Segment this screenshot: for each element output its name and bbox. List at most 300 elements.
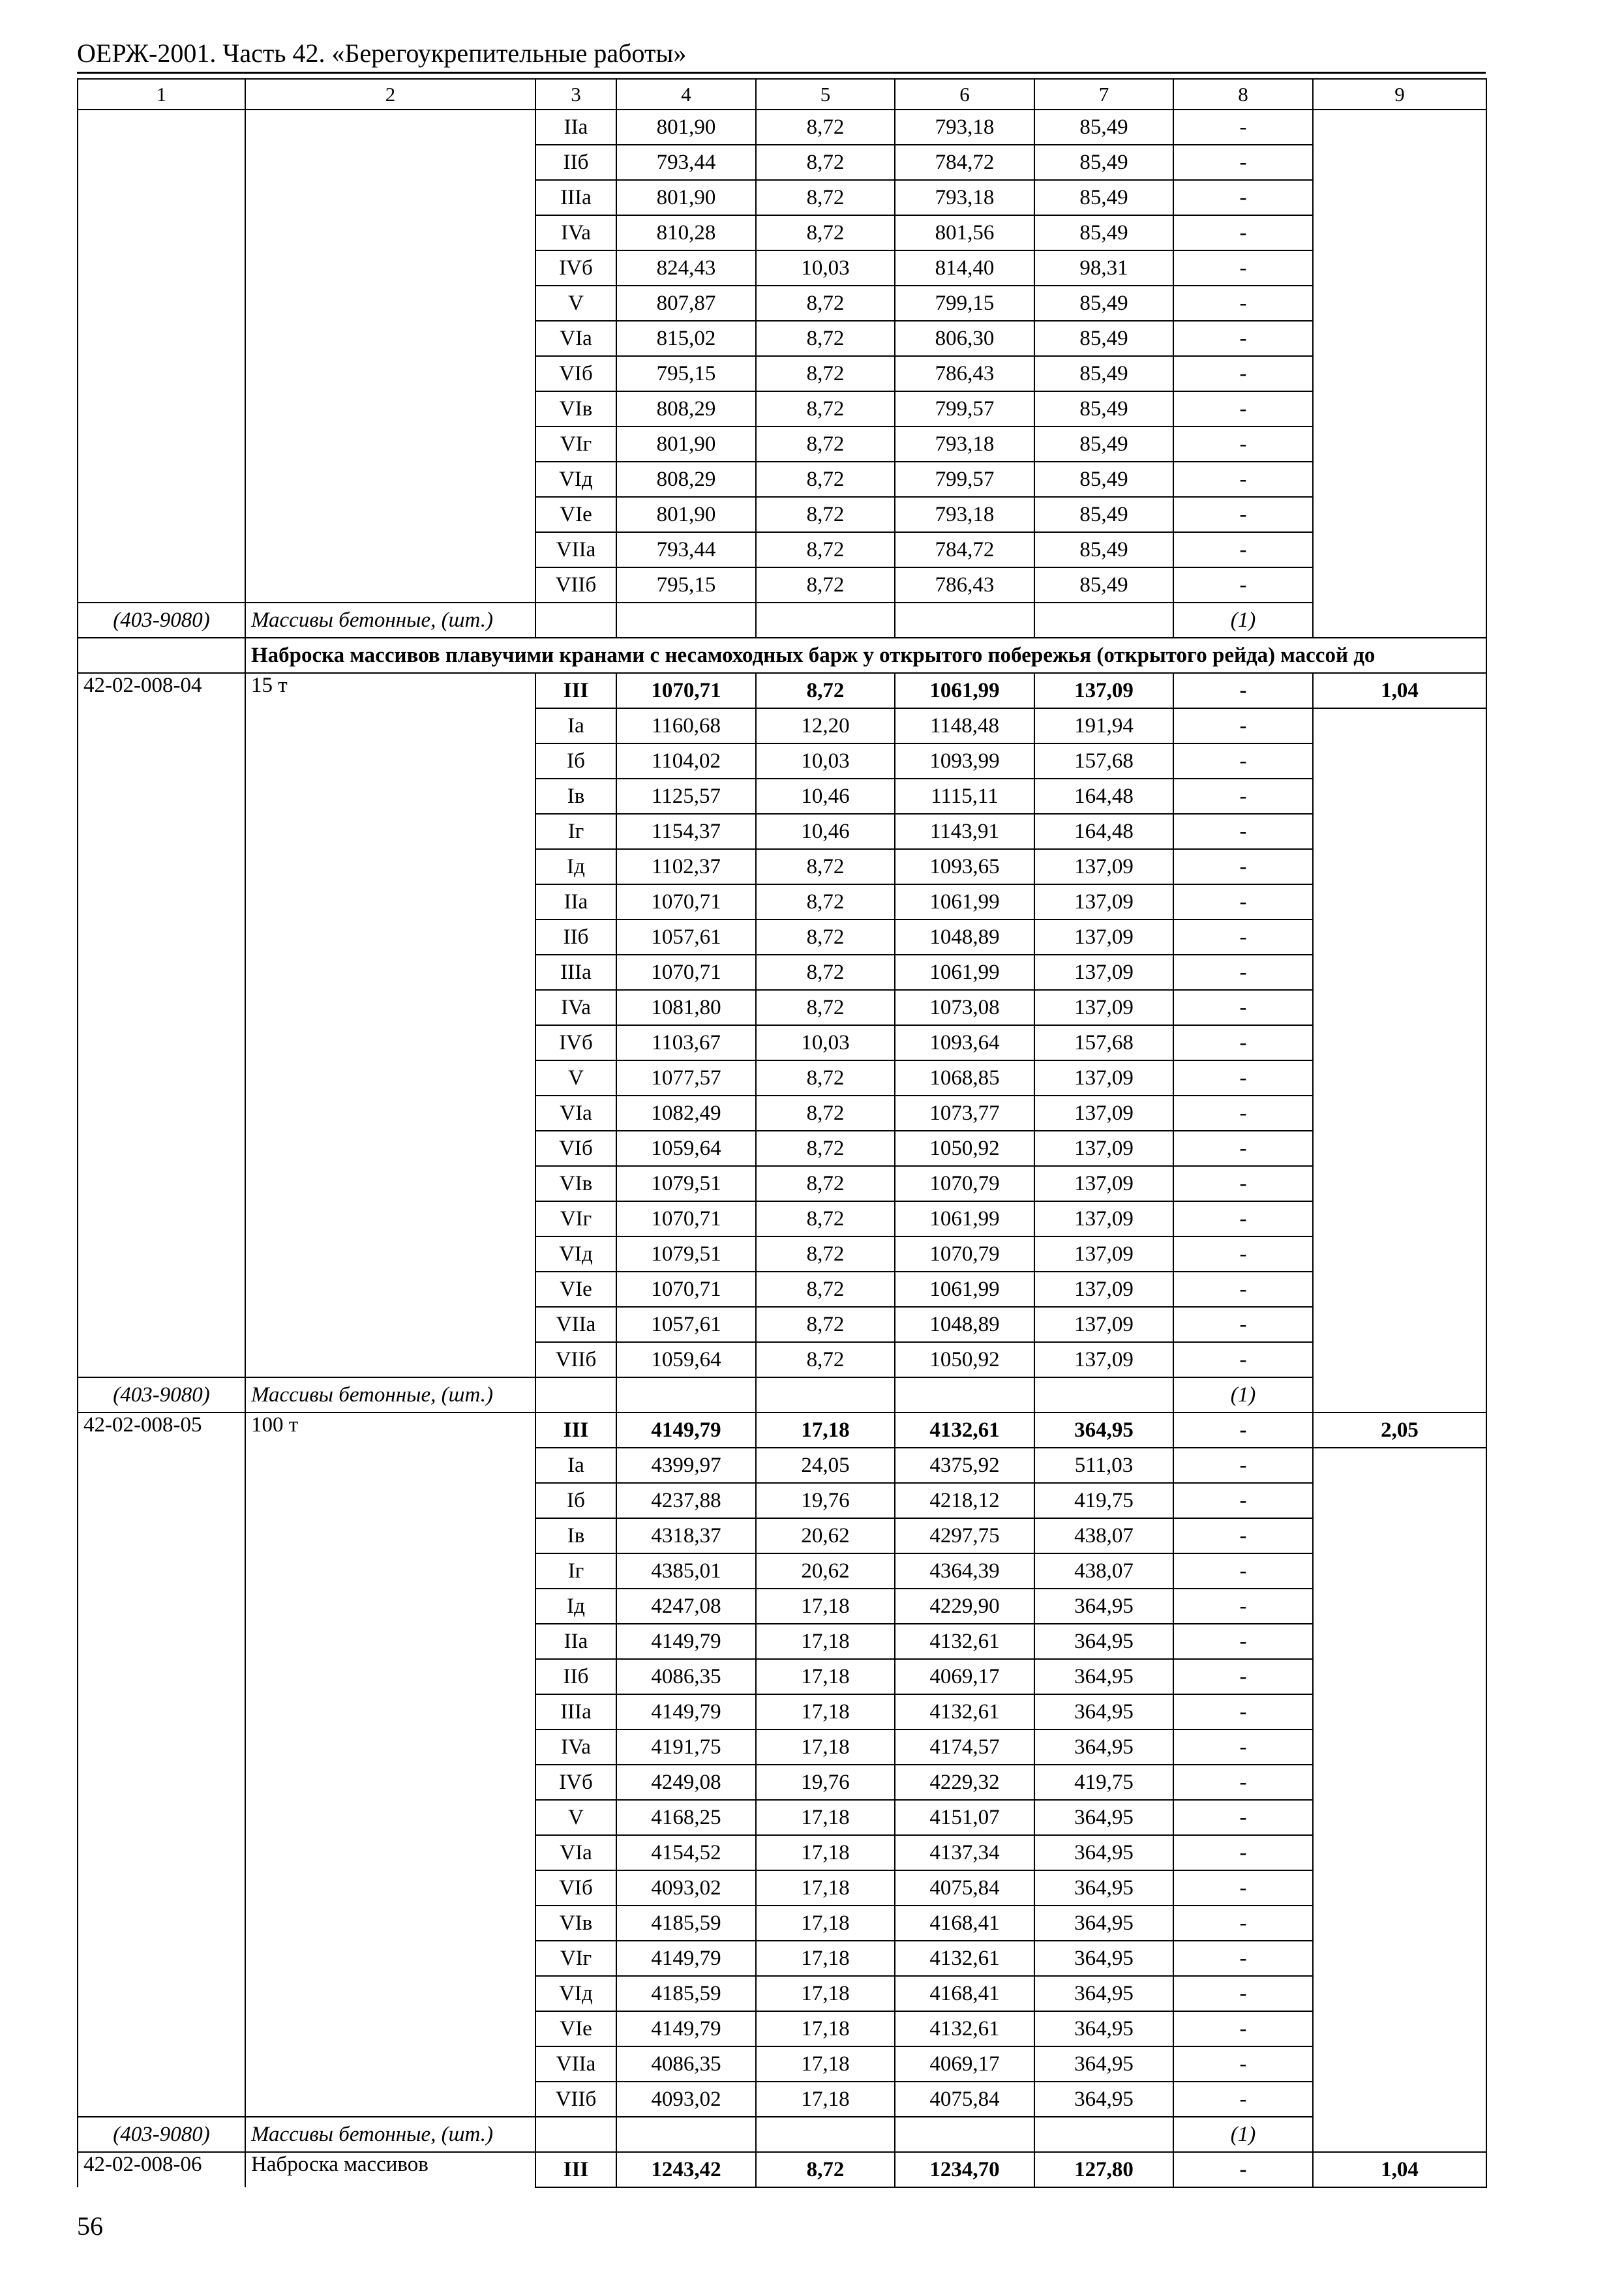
- machine-cost-cell: 8,72: [756, 180, 895, 215]
- zone-cell: VIIб: [535, 567, 616, 603]
- materials-cost-cell: 4132,61: [895, 2011, 1034, 2046]
- direct-cost-cell: 1070,71: [616, 884, 756, 920]
- materials-cost-cell: 784,72: [895, 532, 1034, 567]
- machine-cost-cell: 10,03: [756, 250, 895, 286]
- rate-main-row: [78, 673, 1486, 708]
- workers-cell: -: [1173, 321, 1313, 356]
- materials-cost-cell: 1073,08: [895, 990, 1034, 1025]
- labor-cost-cell: 364,95: [1034, 1694, 1173, 1729]
- labor-cost-cell: 364,95: [1034, 1835, 1173, 1870]
- machine-cost-cell: 10,03: [756, 743, 895, 779]
- machine-cost-cell: 20,62: [756, 1518, 895, 1553]
- empty-cell: [535, 1377, 616, 1413]
- resource-qty: (1): [1173, 1377, 1313, 1413]
- column-numbers-row: [78, 79, 1486, 110]
- zone-cell: Iв: [535, 1518, 616, 1553]
- workers-cell: -: [1173, 990, 1313, 1025]
- zone-cell: VIд: [535, 462, 616, 497]
- zone-cell: VIд: [535, 1236, 616, 1272]
- column-number-cell: 7: [1034, 79, 1173, 110]
- workers-cell: -: [1173, 1729, 1313, 1765]
- materials-cost-cell: 4375,92: [895, 1448, 1034, 1483]
- zone-cell: IVб: [535, 1025, 616, 1060]
- column-number-cell: 9: [1313, 79, 1486, 110]
- workers-cell: -: [1173, 1694, 1313, 1729]
- direct-cost-cell: 4093,02: [616, 1870, 756, 1906]
- materials-cost-cell: 1050,92: [895, 1342, 1034, 1377]
- machine-cost-cell: 20,62: [756, 1553, 895, 1589]
- zone-cell: IVб: [535, 1765, 616, 1800]
- machine-cost-cell: 10,03: [756, 1025, 895, 1060]
- zone-cell: VIб: [535, 356, 616, 391]
- direct-cost-cell: 4093,02: [616, 2082, 756, 2117]
- workers-cell: -: [1173, 567, 1313, 603]
- labor-cost-cell: 364,95: [1034, 2011, 1173, 2046]
- workers-cell: -: [1173, 1553, 1313, 1589]
- labor-cost-cell: 364,95: [1034, 1659, 1173, 1694]
- zone-cell: VIв: [535, 1906, 616, 1941]
- section-title: Наброска массивов плавучими кранами с несамоходных барж у открытого побережья (открытого рейда) массой до: [245, 638, 1486, 673]
- empty-cell: [895, 1377, 1034, 1413]
- materials-cost-cell: 1061,99: [895, 884, 1034, 920]
- zone-cell: VIe: [535, 497, 616, 532]
- machine-cost-cell: 17,18: [756, 2082, 895, 2117]
- direct-cost-cell: 1154,37: [616, 814, 756, 849]
- materials-cost-cell: 1073,77: [895, 1096, 1034, 1131]
- labor-cost-cell: 85,49: [1034, 497, 1173, 532]
- direct-cost-cell: 4318,37: [616, 1518, 756, 1553]
- direct-cost-cell: 4149,79: [616, 2011, 756, 2046]
- empty-cell: [1034, 2117, 1173, 2152]
- direct-cost-cell: 793,44: [616, 145, 756, 180]
- direct-cost-cell: 795,15: [616, 567, 756, 603]
- labor-cost-cell: 137,09: [1034, 920, 1173, 955]
- workers-cell: -: [1173, 1835, 1313, 1870]
- labor-cost-cell: 364,95: [1034, 1413, 1173, 1448]
- materials-cost-cell: 1093,65: [895, 849, 1034, 884]
- labor-cost-cell: 157,68: [1034, 743, 1173, 779]
- workers-cell: -: [1173, 1272, 1313, 1307]
- machine-cost-cell: 8,72: [756, 673, 895, 708]
- machine-cost-cell: 17,18: [756, 1413, 895, 1448]
- zone-cell: IIIa: [535, 1694, 616, 1729]
- direct-cost-cell: 4149,79: [616, 1413, 756, 1448]
- resource-row: [78, 2117, 1486, 2152]
- machine-cost-cell: 17,18: [756, 1800, 895, 1835]
- materials-cost-cell: 4132,61: [895, 1624, 1034, 1659]
- materials-cost-cell: 4168,41: [895, 1976, 1034, 2011]
- zone-cell: VIб: [535, 1131, 616, 1166]
- rate-code: 42-02-008-06: [78, 2152, 245, 2187]
- workers-cell: -: [1173, 1448, 1313, 1483]
- machine-cost-cell: 8,72: [756, 1096, 895, 1131]
- materials-cost-cell: 814,40: [895, 250, 1034, 286]
- materials-cost-cell: 786,43: [895, 567, 1034, 603]
- zone-cell: Ia: [535, 1448, 616, 1483]
- workers-cell: -: [1173, 250, 1313, 286]
- labor-cost-cell: 127,80: [1034, 2152, 1173, 2187]
- direct-cost-cell: 807,87: [616, 286, 756, 321]
- rate-name: 15 т: [245, 673, 535, 1377]
- workers-cell: -: [1173, 1518, 1313, 1553]
- column-number-cell: 8: [1173, 79, 1313, 110]
- zone-cell: VIIa: [535, 2046, 616, 2082]
- materials-cost-cell: 1061,99: [895, 1272, 1034, 1307]
- labor-cost-cell: 137,09: [1034, 1342, 1173, 1377]
- table-body: [78, 79, 1486, 2187]
- zone-cell: IIб: [535, 920, 616, 955]
- workers-cell: -: [1173, 2011, 1313, 2046]
- workers-cell: -: [1173, 1131, 1313, 1166]
- zone-cell: VIв: [535, 391, 616, 426]
- resource-qty: (1): [1173, 603, 1313, 638]
- direct-cost-cell: 1125,57: [616, 779, 756, 814]
- labor-cost-cell: 364,95: [1034, 1800, 1173, 1835]
- zone-cell: Ia: [535, 708, 616, 743]
- machine-cost-cell: 10,46: [756, 779, 895, 814]
- workers-cell: -: [1173, 215, 1313, 250]
- materials-cost-cell: 1070,79: [895, 1236, 1034, 1272]
- rates-table: [77, 78, 1487, 2188]
- operators-cell: 2,05: [1313, 1413, 1486, 1448]
- zone-cell: VIг: [535, 1201, 616, 1236]
- machine-cost-cell: 12,20: [756, 708, 895, 743]
- materials-cost-cell: 4151,07: [895, 1800, 1034, 1835]
- direct-cost-cell: 1082,49: [616, 1096, 756, 1131]
- machine-cost-cell: 8,72: [756, 1131, 895, 1166]
- materials-cost-cell: 4229,90: [895, 1589, 1034, 1624]
- zone-cell: Iб: [535, 1483, 616, 1518]
- materials-cost-cell: 4132,61: [895, 1413, 1034, 1448]
- direct-cost-cell: 4237,88: [616, 1483, 756, 1518]
- direct-cost-cell: 4154,52: [616, 1835, 756, 1870]
- materials-cost-cell: 784,72: [895, 145, 1034, 180]
- workers-cell: -: [1173, 356, 1313, 391]
- zone-cell: VIe: [535, 2011, 616, 2046]
- machine-cost-cell: 17,18: [756, 1589, 895, 1624]
- machine-cost-cell: 17,18: [756, 1729, 895, 1765]
- labor-cost-cell: 137,09: [1034, 673, 1173, 708]
- workers-cell: -: [1173, 1800, 1313, 1835]
- direct-cost-cell: 4385,01: [616, 1553, 756, 1589]
- labor-cost-cell: 85,49: [1034, 567, 1173, 603]
- operators-cell: [1313, 1448, 1486, 2152]
- machine-cost-cell: 8,72: [756, 215, 895, 250]
- direct-cost-cell: 1070,71: [616, 1201, 756, 1236]
- materials-cost-cell: 1093,64: [895, 1025, 1034, 1060]
- workers-cell: -: [1173, 1659, 1313, 1694]
- direct-cost-cell: 801,90: [616, 497, 756, 532]
- column-number-cell: 6: [895, 79, 1034, 110]
- materials-cost-cell: 4075,84: [895, 2082, 1034, 2117]
- materials-cost-cell: 4137,34: [895, 1835, 1034, 1870]
- workers-cell: -: [1173, 743, 1313, 779]
- direct-cost-cell: 801,90: [616, 110, 756, 145]
- labor-cost-cell: 85,49: [1034, 110, 1173, 145]
- machine-cost-cell: 8,72: [756, 462, 895, 497]
- labor-cost-cell: 419,75: [1034, 1765, 1173, 1800]
- direct-cost-cell: 4191,75: [616, 1729, 756, 1765]
- labor-cost-cell: 364,95: [1034, 1624, 1173, 1659]
- machine-cost-cell: 8,72: [756, 2152, 895, 2187]
- direct-cost-cell: 4168,25: [616, 1800, 756, 1835]
- labor-cost-cell: 137,09: [1034, 990, 1173, 1025]
- direct-cost-cell: 815,02: [616, 321, 756, 356]
- materials-cost-cell: 4069,17: [895, 2046, 1034, 2082]
- direct-cost-cell: 1102,37: [616, 849, 756, 884]
- empty-cell: [535, 603, 616, 638]
- zone-cell: IVa: [535, 215, 616, 250]
- materials-cost-cell: 1048,89: [895, 920, 1034, 955]
- page-header: ОЕРЖ-2001. Часть 42. «Берегоукрепительные работы»: [77, 38, 687, 68]
- materials-cost-cell: 793,18: [895, 110, 1034, 145]
- materials-cost-cell: 4364,39: [895, 1553, 1034, 1589]
- materials-cost-cell: 1048,89: [895, 1307, 1034, 1342]
- materials-cost-cell: 793,18: [895, 426, 1034, 462]
- workers-cell: -: [1173, 1166, 1313, 1201]
- workers-cell: -: [1173, 1096, 1313, 1131]
- empty-cell: [616, 2117, 756, 2152]
- machine-cost-cell: 8,72: [756, 1342, 895, 1377]
- workers-cell: -: [1173, 1483, 1313, 1518]
- rate-main-row: [78, 2152, 1486, 2187]
- labor-cost-cell: 85,49: [1034, 321, 1173, 356]
- materials-cost-cell: 786,43: [895, 356, 1034, 391]
- workers-cell: -: [1173, 426, 1313, 462]
- labor-cost-cell: 137,09: [1034, 1096, 1173, 1131]
- page-number: 56: [77, 2211, 103, 2241]
- machine-cost-cell: 10,46: [756, 814, 895, 849]
- direct-cost-cell: 1077,57: [616, 1060, 756, 1096]
- workers-cell: -: [1173, 1765, 1313, 1800]
- labor-cost-cell: 85,49: [1034, 145, 1173, 180]
- zone-cell: VIIб: [535, 2082, 616, 2117]
- resource-name: Массивы бетонные, (шт.): [245, 2117, 535, 2152]
- empty-cell: [616, 603, 756, 638]
- empty-cell: [756, 1377, 895, 1413]
- direct-cost-cell: 1070,71: [616, 955, 756, 990]
- direct-cost-cell: 4149,79: [616, 1694, 756, 1729]
- labor-cost-cell: 164,48: [1034, 814, 1173, 849]
- zone-cell: Iб: [535, 743, 616, 779]
- direct-cost-cell: 1079,51: [616, 1236, 756, 1272]
- direct-cost-cell: 801,90: [616, 180, 756, 215]
- column-number-cell: 3: [535, 79, 616, 110]
- materials-cost-cell: 1148,48: [895, 708, 1034, 743]
- machine-cost-cell: 8,72: [756, 955, 895, 990]
- machine-cost-cell: 8,72: [756, 426, 895, 462]
- direct-cost-cell: 1079,51: [616, 1166, 756, 1201]
- zone-cell: IIб: [535, 145, 616, 180]
- header-rule: [77, 72, 1486, 74]
- machine-cost-cell: 8,72: [756, 884, 895, 920]
- direct-cost-cell: 1104,02: [616, 743, 756, 779]
- direct-cost-cell: 4247,08: [616, 1589, 756, 1624]
- machine-cost-cell: 17,18: [756, 1906, 895, 1941]
- labor-cost-cell: 85,49: [1034, 356, 1173, 391]
- machine-cost-cell: 17,18: [756, 2046, 895, 2082]
- machine-cost-cell: 8,72: [756, 920, 895, 955]
- materials-cost-cell: 4168,41: [895, 1906, 1034, 1941]
- materials-cost-cell: 4218,12: [895, 1483, 1034, 1518]
- direct-cost-cell: 4249,08: [616, 1765, 756, 1800]
- labor-cost-cell: 164,48: [1034, 779, 1173, 814]
- column-number-cell: 1: [78, 79, 245, 110]
- zone-cell: VIIa: [535, 1307, 616, 1342]
- empty-cell: [895, 2117, 1034, 2152]
- direct-cost-cell: 4086,35: [616, 1659, 756, 1694]
- empty-cell: [1034, 603, 1173, 638]
- machine-cost-cell: 8,72: [756, 849, 895, 884]
- labor-cost-cell: 157,68: [1034, 1025, 1173, 1060]
- machine-cost-cell: 8,72: [756, 1201, 895, 1236]
- direct-cost-cell: 4149,79: [616, 1941, 756, 1976]
- labor-cost-cell: 98,31: [1034, 250, 1173, 286]
- zone-cell: VIIб: [535, 1342, 616, 1377]
- labor-cost-cell: 137,09: [1034, 849, 1173, 884]
- direct-cost-cell: 793,44: [616, 532, 756, 567]
- machine-cost-cell: 17,18: [756, 1624, 895, 1659]
- zone-cell: Iг: [535, 814, 616, 849]
- labor-cost-cell: 364,95: [1034, 1906, 1173, 1941]
- workers-cell: -: [1173, 708, 1313, 743]
- machine-cost-cell: 19,76: [756, 1765, 895, 1800]
- workers-cell: -: [1173, 2082, 1313, 2117]
- machine-cost-cell: 19,76: [756, 1483, 895, 1518]
- zone-cell: IIa: [535, 110, 616, 145]
- zone-cell: IVa: [535, 1729, 616, 1765]
- operators-cell: [1313, 708, 1486, 1413]
- labor-cost-cell: 85,49: [1034, 215, 1173, 250]
- resource-name: Массивы бетонные, (шт.): [245, 1377, 535, 1413]
- materials-cost-cell: 799,15: [895, 286, 1034, 321]
- workers-cell: -: [1173, 1624, 1313, 1659]
- direct-cost-cell: 1160,68: [616, 708, 756, 743]
- section-header-row: [78, 638, 1486, 673]
- resource-row: [78, 603, 1486, 638]
- workers-cell: -: [1173, 1906, 1313, 1941]
- machine-cost-cell: 17,18: [756, 2011, 895, 2046]
- empty-cell: [756, 2117, 895, 2152]
- workers-cell: -: [1173, 1870, 1313, 1906]
- rate-name: 100 т: [245, 1413, 535, 2117]
- machine-cost-cell: 17,18: [756, 1835, 895, 1870]
- labor-cost-cell: 137,09: [1034, 1166, 1173, 1201]
- machine-cost-cell: 17,18: [756, 1659, 895, 1694]
- rate-code: 42-02-008-05: [78, 1413, 245, 2117]
- direct-cost-cell: 4185,59: [616, 1906, 756, 1941]
- zone-cell: VIe: [535, 1272, 616, 1307]
- materials-cost-cell: 799,57: [895, 391, 1034, 426]
- materials-cost-cell: 4069,17: [895, 1659, 1034, 1694]
- materials-cost-cell: 1143,91: [895, 814, 1034, 849]
- labor-cost-cell: 137,09: [1034, 1272, 1173, 1307]
- machine-cost-cell: 8,72: [756, 1060, 895, 1096]
- materials-cost-cell: 4075,84: [895, 1870, 1034, 1906]
- zone-cell: III: [535, 2152, 616, 2187]
- workers-cell: -: [1173, 849, 1313, 884]
- direct-cost-cell: 1059,64: [616, 1342, 756, 1377]
- empty-cell: [78, 638, 245, 673]
- labor-cost-cell: 85,49: [1034, 286, 1173, 321]
- empty-cell: [535, 2117, 616, 2152]
- machine-cost-cell: 8,72: [756, 497, 895, 532]
- zone-cell: VIa: [535, 1835, 616, 1870]
- materials-cost-cell: 1234,70: [895, 2152, 1034, 2187]
- workers-cell: -: [1173, 462, 1313, 497]
- labor-cost-cell: 191,94: [1034, 708, 1173, 743]
- materials-cost-cell: 793,18: [895, 180, 1034, 215]
- direct-cost-cell: 808,29: [616, 462, 756, 497]
- materials-cost-cell: 4297,75: [895, 1518, 1034, 1553]
- resource-code: (403-9080): [78, 603, 245, 638]
- empty-cell: [756, 603, 895, 638]
- workers-cell: -: [1173, 110, 1313, 145]
- labor-cost-cell: 364,95: [1034, 1976, 1173, 2011]
- operators-cell: 1,04: [1313, 2152, 1486, 2187]
- machine-cost-cell: 24,05: [756, 1448, 895, 1483]
- workers-cell: -: [1173, 286, 1313, 321]
- zone-cell: VIд: [535, 1976, 616, 2011]
- materials-cost-cell: 1061,99: [895, 1201, 1034, 1236]
- resource-name: Массивы бетонные, (шт.): [245, 603, 535, 638]
- labor-cost-cell: 364,95: [1034, 1870, 1173, 1906]
- direct-cost-cell: 1103,67: [616, 1025, 756, 1060]
- zone-cell: III: [535, 673, 616, 708]
- workers-cell: -: [1173, 1342, 1313, 1377]
- resource-code: (403-9080): [78, 1377, 245, 1413]
- labor-cost-cell: 137,09: [1034, 1307, 1173, 1342]
- empty-cell: [616, 1377, 756, 1413]
- materials-cost-cell: 1093,99: [895, 743, 1034, 779]
- machine-cost-cell: 8,72: [756, 1307, 895, 1342]
- labor-cost-cell: 364,95: [1034, 1589, 1173, 1624]
- zone-cell: VIa: [535, 321, 616, 356]
- materials-cost-cell: 1068,85: [895, 1060, 1034, 1096]
- labor-cost-cell: 85,49: [1034, 391, 1173, 426]
- machine-cost-cell: 17,18: [756, 1870, 895, 1906]
- direct-cost-cell: 4185,59: [616, 1976, 756, 2011]
- materials-cost-cell: 806,30: [895, 321, 1034, 356]
- zone-cell: VIг: [535, 426, 616, 462]
- labor-cost-cell: 364,95: [1034, 2082, 1173, 2117]
- workers-cell: -: [1173, 180, 1313, 215]
- direct-cost-cell: 808,29: [616, 391, 756, 426]
- rate-code: 42-02-008-04: [78, 673, 245, 1377]
- empty-cell: [1034, 1377, 1173, 1413]
- zone-cell: IIб: [535, 1659, 616, 1694]
- labor-cost-cell: 137,09: [1034, 955, 1173, 990]
- labor-cost-cell: 419,75: [1034, 1483, 1173, 1518]
- zone-cell: V: [535, 286, 616, 321]
- resource-code: (403-9080): [78, 2117, 245, 2152]
- workers-cell: -: [1173, 145, 1313, 180]
- labor-cost-cell: 85,49: [1034, 532, 1173, 567]
- zone-cell: Iд: [535, 1589, 616, 1624]
- machine-cost-cell: 8,72: [756, 1236, 895, 1272]
- machine-cost-cell: 8,72: [756, 110, 895, 145]
- zone-cell: Iг: [535, 1553, 616, 1589]
- rate-main-row: [78, 1413, 1486, 1448]
- zone-cell: IVa: [535, 990, 616, 1025]
- workers-cell: -: [1173, 1941, 1313, 1976]
- materials-cost-cell: 4174,57: [895, 1729, 1034, 1765]
- zone-cell: VIa: [535, 1096, 616, 1131]
- machine-cost-cell: 8,72: [756, 391, 895, 426]
- workers-cell: -: [1173, 1236, 1313, 1272]
- machine-cost-cell: 8,72: [756, 321, 895, 356]
- workers-cell: -: [1173, 955, 1313, 990]
